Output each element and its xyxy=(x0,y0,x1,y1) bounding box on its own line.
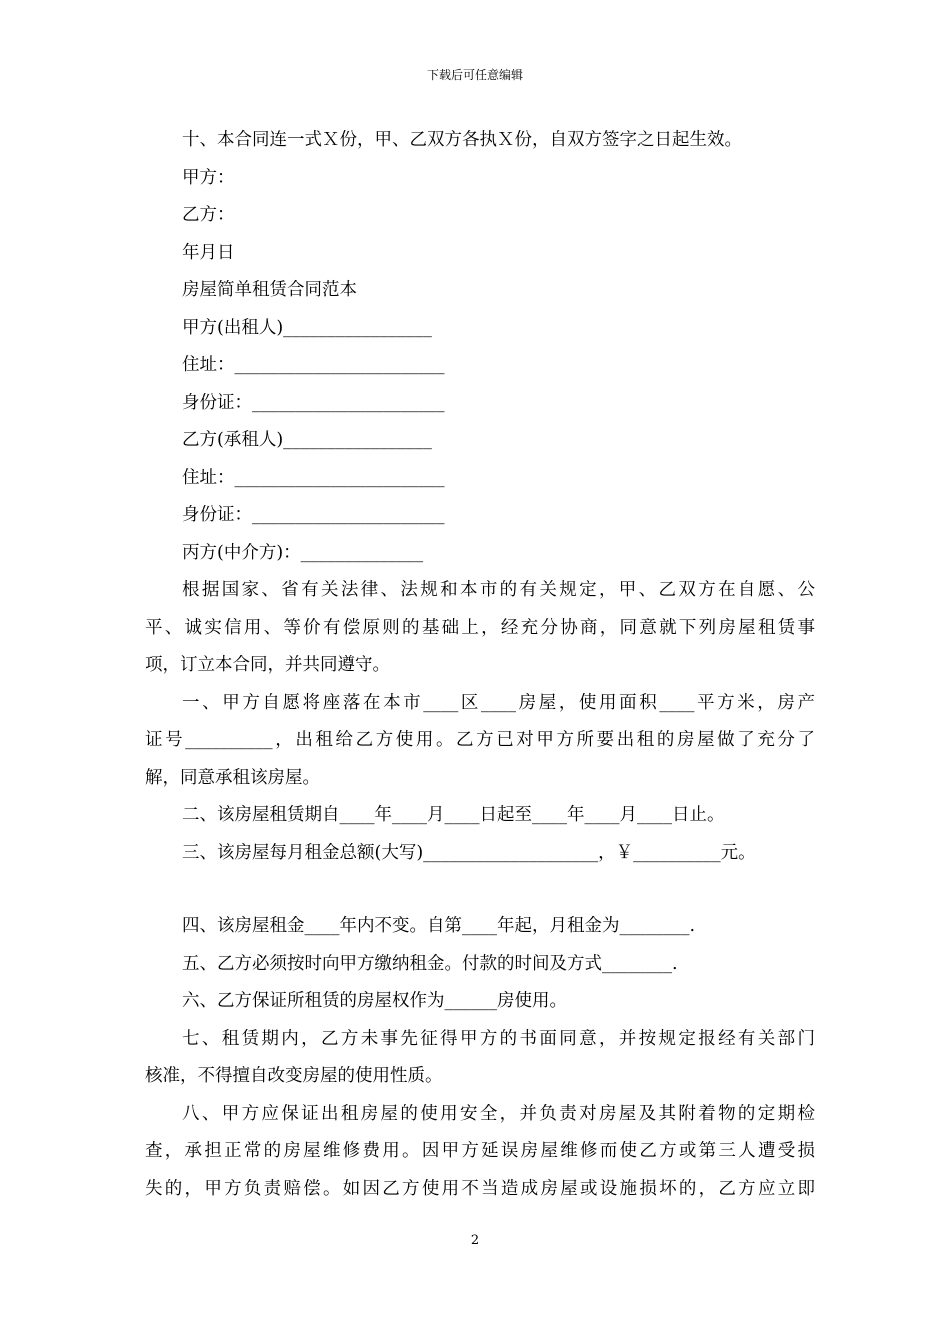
text-line: 查，承担正常的房屋维修费用。因甲方延误房屋维修而使乙方或第三人遭受损 xyxy=(145,1141,815,1161)
text-line: 甲方： xyxy=(182,167,235,188)
contract-text-block-b xyxy=(145,908,815,1208)
text-line: 身份证：______________________ xyxy=(182,392,445,413)
text-line: 房屋简单租赁合同范本 xyxy=(182,280,357,300)
text-line: 甲方(出租人)_________________ xyxy=(182,317,432,338)
text-line: 核准，不得擅自改变房屋的使用性质。 xyxy=(145,1066,443,1086)
text-line: 年月日 xyxy=(182,242,235,263)
paragraph-spacer xyxy=(145,872,815,908)
page-header: 下载后可任意编辑 xyxy=(426,68,523,82)
text-line: 四、该房屋租金____年内不变。自第____年起，月租金为________. xyxy=(182,916,696,936)
text-line: 十、本合同连一式Ｘ份，甲、乙双方各执Ｘ份，自双方签字之日起生效。 xyxy=(182,130,742,150)
text-line: 失的，甲方负责赔偿。如因乙方使用不当造成房屋或设施损坏的，乙方应立即 xyxy=(145,1178,815,1199)
text-line: 平、诚实信用、等价有偿原则的基础上，经充分协商，同意就下列房屋租赁事 xyxy=(145,617,815,638)
text-line: 住址：________________________ xyxy=(182,355,445,375)
text-line: 住址：________________________ xyxy=(182,467,445,488)
text-line: 三、该房屋每月租金总额(大写)____________________，￥__________元。 xyxy=(182,842,756,863)
text-line: 五、乙方必须按时向甲方缴纳租金。付款的时间及方式________. xyxy=(182,953,678,974)
text-line: 项，订立本合同，并共同遵守。 xyxy=(145,655,390,675)
text-line: 乙方(承租人)_________________ xyxy=(182,430,432,450)
text-line: 八、甲方应保证出租房屋的使用安全，并负责对房屋及其附着物的定期检 xyxy=(182,1103,815,1124)
text-line: 身份证：______________________ xyxy=(182,505,445,525)
text-line: 一、甲方自愿将座落在本市____区____房屋，使用面积____平方米，房产 xyxy=(182,692,815,713)
text-line: 根据国家、省有关法律、法规和本市的有关规定，甲、乙双方在自愿、公 xyxy=(182,580,815,600)
text-line: 乙方： xyxy=(182,205,235,225)
text-line: 六、乙方保证所租赁的房屋权作为______房使用。 xyxy=(182,991,567,1011)
text-line: 证号__________，出租给乙方使用。乙方已对甲方所要出租的房屋做了充分了 xyxy=(145,730,815,750)
text-line: 七、租赁期内，乙方未事先征得甲方的书面同意，并按规定报经有关部门 xyxy=(182,1028,815,1049)
text-line: 解，同意承租该房屋。 xyxy=(145,767,320,788)
contract-text-block-a xyxy=(145,122,815,872)
document-body xyxy=(145,122,815,1208)
page-number: 2 xyxy=(470,1233,480,1248)
text-line: 二、该房屋租赁期自____年____月____日起至____年____月____日止。 xyxy=(182,805,725,825)
text-line: 丙方(中介方)：______________ xyxy=(182,542,424,563)
